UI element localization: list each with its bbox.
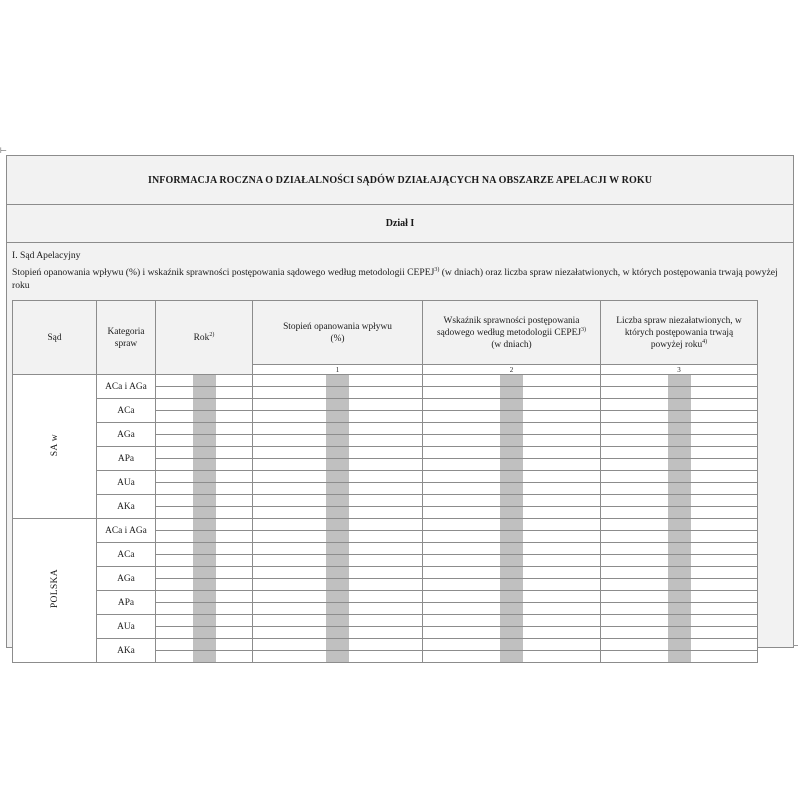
- header-col2-wrap: [432, 315, 592, 351]
- shaded-field: [500, 375, 523, 386]
- shaded-field: [193, 507, 216, 518]
- shaded-field: [668, 375, 691, 386]
- year-cell[interactable]: [156, 495, 253, 507]
- coverage-cell[interactable]: [253, 591, 423, 603]
- table-anchor-icon: ⊢: [0, 146, 7, 155]
- court-name: POLSKA: [49, 569, 60, 609]
- court-name: SA w: [49, 433, 60, 457]
- pending-cell[interactable]: [601, 615, 758, 627]
- pending-cell[interactable]: [601, 423, 758, 435]
- cepej-cell[interactable]: [423, 375, 601, 387]
- header-year: [156, 301, 253, 375]
- cepej-cell[interactable]: [423, 627, 601, 639]
- shaded-field: [326, 447, 349, 458]
- cepej-cell[interactable]: [423, 591, 601, 603]
- shaded-field: [326, 567, 349, 578]
- shaded-field: [500, 399, 523, 410]
- shaded-field: [193, 651, 216, 662]
- shaded-field: [326, 495, 349, 506]
- shaded-field: [668, 555, 691, 566]
- year-cell[interactable]: [156, 459, 253, 471]
- shaded-field: [500, 603, 523, 614]
- header-year-label: Rok: [193, 332, 210, 343]
- court-name-cell: [13, 519, 97, 663]
- table-row: [13, 519, 758, 531]
- table-row: [13, 375, 758, 387]
- pending-cell[interactable]: [601, 543, 758, 555]
- shaded-field: [500, 567, 523, 578]
- category-label: ACa i AGa: [97, 519, 156, 543]
- year-cell[interactable]: [156, 519, 253, 531]
- shaded-field: [326, 387, 349, 398]
- cepej-cell[interactable]: [423, 639, 601, 651]
- cepej-cell[interactable]: [423, 471, 601, 483]
- year-cell[interactable]: [156, 531, 253, 543]
- coverage-cell[interactable]: [253, 531, 423, 543]
- shaded-field: [500, 531, 523, 542]
- shaded-field: [500, 639, 523, 650]
- year-cell[interactable]: [156, 555, 253, 567]
- year-cell[interactable]: [156, 471, 253, 483]
- cepej-cell[interactable]: [423, 411, 601, 423]
- year-cell[interactable]: [156, 627, 253, 639]
- document-title: INFORMACJA ROCZNA O DZIAŁALNOŚCI SĄDÓW DZIAŁAJĄCYCH NA OBSZARZE APELACJI W ROKU: [7, 156, 793, 205]
- pending-cell[interactable]: [601, 591, 758, 603]
- header-col2-label: Wskaźnik sprawności postępowania sądowego według metodologii CEPEJ: [437, 315, 581, 338]
- pending-cell[interactable]: [601, 603, 758, 615]
- shaded-field: [500, 615, 523, 626]
- shaded-field: [668, 471, 691, 482]
- shaded-field: [326, 375, 349, 386]
- table-row: [13, 399, 758, 411]
- shaded-field: [668, 651, 691, 662]
- coverage-cell[interactable]: [253, 639, 423, 651]
- shaded-field: [193, 543, 216, 554]
- shaded-field: [500, 435, 523, 446]
- shaded-field: [668, 615, 691, 626]
- cepej-cell[interactable]: [423, 603, 601, 615]
- shaded-field: [326, 459, 349, 470]
- end-of-cell-mark: [793, 645, 798, 646]
- category-label: AUa: [97, 471, 156, 495]
- shaded-field: [500, 459, 523, 470]
- pending-cell[interactable]: [601, 471, 758, 483]
- table-row: [13, 471, 758, 483]
- shaded-field: [193, 567, 216, 578]
- category-label: AGa: [97, 423, 156, 447]
- shaded-field: [668, 387, 691, 398]
- footnote-ref-2: 2): [209, 331, 215, 338]
- pending-cell[interactable]: [601, 435, 758, 447]
- coverage-cell[interactable]: [253, 495, 423, 507]
- shaded-field: [193, 495, 216, 506]
- year-cell[interactable]: [156, 543, 253, 555]
- cepej-cell[interactable]: [423, 435, 601, 447]
- shaded-field: [668, 423, 691, 434]
- pending-cell[interactable]: [601, 387, 758, 399]
- cepej-cell[interactable]: [423, 555, 601, 567]
- shaded-field: [193, 423, 216, 434]
- cepej-cell[interactable]: [423, 447, 601, 459]
- coverage-cell[interactable]: [253, 387, 423, 399]
- year-cell[interactable]: [156, 615, 253, 627]
- header-col1: [253, 301, 423, 365]
- coverage-cell[interactable]: [253, 447, 423, 459]
- shaded-field: [193, 375, 216, 386]
- pending-cell[interactable]: [601, 459, 758, 471]
- pending-cell[interactable]: [601, 519, 758, 531]
- category-label: ACa i AGa: [97, 375, 156, 399]
- pending-cell[interactable]: [601, 555, 758, 567]
- category-label: ACa: [97, 399, 156, 423]
- coverage-cell[interactable]: [253, 579, 423, 591]
- shaded-field: [193, 627, 216, 638]
- year-cell[interactable]: [156, 435, 253, 447]
- shaded-field: [668, 399, 691, 410]
- shaded-field: [668, 447, 691, 458]
- coverage-cell[interactable]: [253, 567, 423, 579]
- section-title: Dział I: [7, 205, 793, 243]
- shaded-field: [500, 483, 523, 494]
- cepej-cell[interactable]: [423, 543, 601, 555]
- shaded-field: [326, 603, 349, 614]
- shaded-field: [326, 411, 349, 422]
- cepej-cell[interactable]: [423, 483, 601, 495]
- shaded-field: [326, 471, 349, 482]
- shaded-field: [668, 579, 691, 590]
- header-col2: [423, 301, 601, 365]
- shaded-field: [668, 459, 691, 470]
- shaded-field: [668, 567, 691, 578]
- data-table: [12, 300, 758, 663]
- shaded-field: [668, 519, 691, 530]
- header-col3-wrap: [609, 315, 749, 351]
- shaded-field: [668, 603, 691, 614]
- shaded-field: [193, 531, 216, 542]
- shaded-field: [193, 615, 216, 626]
- pending-cell[interactable]: [601, 507, 758, 519]
- shaded-field: [500, 627, 523, 638]
- shaded-field: [668, 543, 691, 554]
- pending-cell[interactable]: [601, 411, 758, 423]
- shaded-field: [500, 591, 523, 602]
- cepej-cell[interactable]: [423, 651, 601, 663]
- shaded-field: [668, 495, 691, 506]
- coverage-cell[interactable]: [253, 435, 423, 447]
- pending-cell[interactable]: [601, 567, 758, 579]
- shaded-field: [326, 531, 349, 542]
- header-col3: [601, 301, 758, 365]
- shaded-field: [668, 411, 691, 422]
- shaded-field: [193, 411, 216, 422]
- shaded-field: [193, 579, 216, 590]
- shaded-field: [193, 603, 216, 614]
- shaded-field: [193, 471, 216, 482]
- shaded-field: [326, 555, 349, 566]
- shaded-field: [326, 483, 349, 494]
- pending-cell[interactable]: [601, 627, 758, 639]
- coverage-cell[interactable]: [253, 399, 423, 411]
- coverage-cell[interactable]: [253, 615, 423, 627]
- year-cell[interactable]: [156, 639, 253, 651]
- category-label: AUa: [97, 615, 156, 639]
- footnote-ref-3b: 3): [581, 326, 586, 333]
- column-number: 3: [601, 365, 758, 375]
- header-court: Sąd: [13, 301, 97, 375]
- year-cell[interactable]: [156, 591, 253, 603]
- pending-cell[interactable]: [601, 399, 758, 411]
- shaded-field: [668, 627, 691, 638]
- shaded-field: [668, 507, 691, 518]
- year-cell[interactable]: [156, 567, 253, 579]
- header-col3-label: Liczba spraw niezałatwionych, w których postępowania trwają powyżej roku: [616, 315, 742, 350]
- shaded-field: [193, 399, 216, 410]
- shaded-field: [326, 627, 349, 638]
- table-row: [13, 567, 758, 579]
- shaded-field: [668, 531, 691, 542]
- cepej-cell[interactable]: [423, 579, 601, 591]
- coverage-cell[interactable]: [253, 627, 423, 639]
- cepej-cell[interactable]: [423, 423, 601, 435]
- shaded-field: [326, 591, 349, 602]
- category-label: APa: [97, 591, 156, 615]
- header-col2-unit: (w dniach): [491, 339, 532, 350]
- table-row: [13, 495, 758, 507]
- shaded-field: [326, 543, 349, 554]
- header-category-label: Kategoria spraw: [107, 326, 145, 349]
- shaded-field: [500, 519, 523, 530]
- category-label: ACa: [97, 543, 156, 567]
- shaded-field: [193, 387, 216, 398]
- shaded-field: [326, 435, 349, 446]
- cepej-cell[interactable]: [423, 387, 601, 399]
- shaded-field: [668, 591, 691, 602]
- cepej-cell[interactable]: [423, 519, 601, 531]
- category-label: AKa: [97, 495, 156, 519]
- shaded-field: [500, 447, 523, 458]
- intro-text: [12, 266, 788, 292]
- shaded-field: [326, 615, 349, 626]
- category-label: AGa: [97, 567, 156, 591]
- shaded-field: [193, 591, 216, 602]
- cepej-cell[interactable]: [423, 615, 601, 627]
- year-cell[interactable]: [156, 651, 253, 663]
- shaded-field: [193, 459, 216, 470]
- shaded-field: [500, 423, 523, 434]
- shaded-field: [500, 651, 523, 662]
- shaded-field: [668, 639, 691, 650]
- cepej-cell[interactable]: [423, 495, 601, 507]
- cepej-cell[interactable]: [423, 567, 601, 579]
- table-row: [13, 639, 758, 651]
- shaded-field: [193, 483, 216, 494]
- shaded-field: [193, 435, 216, 446]
- column-number: 1: [253, 365, 423, 375]
- coverage-cell[interactable]: [253, 411, 423, 423]
- year-cell[interactable]: [156, 447, 253, 459]
- pending-cell[interactable]: [601, 579, 758, 591]
- intro-text-tail: (w dniach) oraz liczba spraw niezałatwionych, w których postępowania trwają powyżej roku: [12, 267, 778, 291]
- shaded-field: [500, 579, 523, 590]
- table-row: [13, 447, 758, 459]
- shaded-field: [193, 639, 216, 650]
- document-form: [6, 155, 794, 656]
- table-row: [13, 543, 758, 555]
- pending-cell[interactable]: [601, 495, 758, 507]
- coverage-cell[interactable]: [253, 519, 423, 531]
- section-description: [7, 243, 793, 292]
- coverage-cell[interactable]: [253, 471, 423, 483]
- coverage-cell[interactable]: [253, 459, 423, 471]
- table-body: [13, 375, 758, 663]
- shaded-field: [326, 507, 349, 518]
- year-cell[interactable]: [156, 411, 253, 423]
- year-cell[interactable]: [156, 387, 253, 399]
- pending-cell[interactable]: [601, 447, 758, 459]
- coverage-cell[interactable]: [253, 423, 423, 435]
- pending-cell[interactable]: [601, 531, 758, 543]
- shaded-field: [326, 639, 349, 650]
- shaded-field: [326, 423, 349, 434]
- pending-cell[interactable]: [601, 375, 758, 387]
- shaded-field: [500, 495, 523, 506]
- cepej-cell[interactable]: [423, 399, 601, 411]
- table-row: [13, 423, 758, 435]
- year-cell[interactable]: [156, 399, 253, 411]
- table-row: [13, 591, 758, 603]
- shaded-field: [500, 507, 523, 518]
- shaded-field: [500, 543, 523, 554]
- shaded-field: [326, 579, 349, 590]
- table-row: [13, 615, 758, 627]
- shaded-field: [668, 435, 691, 446]
- column-number: 2: [423, 365, 601, 375]
- shaded-field: [193, 447, 216, 458]
- footnote-ref-3: 3): [434, 266, 440, 273]
- coverage-cell[interactable]: [253, 507, 423, 519]
- shaded-field: [326, 519, 349, 530]
- shaded-field: [500, 555, 523, 566]
- cepej-cell[interactable]: [423, 507, 601, 519]
- pending-cell[interactable]: [601, 483, 758, 495]
- coverage-cell[interactable]: [253, 543, 423, 555]
- year-cell[interactable]: [156, 423, 253, 435]
- category-label: APa: [97, 447, 156, 471]
- intro-text-main: Stopień opanowania wpływu (%) i wskaźnik sprawności postępowania sądowego według metodologii CEPEJ: [12, 267, 435, 278]
- year-cell[interactable]: [156, 603, 253, 615]
- coverage-cell[interactable]: [253, 555, 423, 567]
- header-category: [97, 301, 156, 375]
- cepej-cell[interactable]: [423, 531, 601, 543]
- shaded-field: [193, 555, 216, 566]
- year-cell[interactable]: [156, 507, 253, 519]
- shaded-field: [193, 519, 216, 530]
- coverage-cell[interactable]: [253, 483, 423, 495]
- year-cell[interactable]: [156, 483, 253, 495]
- footnote-ref-4: 4): [702, 338, 708, 345]
- shaded-field: [326, 399, 349, 410]
- subsection-title: I. Sąd Apelacyjny: [12, 250, 81, 261]
- shaded-field: [668, 483, 691, 494]
- court-name-cell: [13, 375, 97, 519]
- shaded-field: [500, 471, 523, 482]
- header-col1-label: Stopień opanowania wpływu (%): [283, 321, 392, 344]
- year-cell[interactable]: [156, 375, 253, 387]
- coverage-cell[interactable]: [253, 375, 423, 387]
- shaded-field: [500, 411, 523, 422]
- category-label: AKa: [97, 639, 156, 663]
- coverage-cell[interactable]: [253, 651, 423, 663]
- pending-cell[interactable]: [601, 651, 758, 663]
- year-cell[interactable]: [156, 579, 253, 591]
- pending-cell[interactable]: [601, 639, 758, 651]
- shaded-field: [500, 387, 523, 398]
- coverage-cell[interactable]: [253, 603, 423, 615]
- shaded-field: [326, 651, 349, 662]
- cepej-cell[interactable]: [423, 459, 601, 471]
